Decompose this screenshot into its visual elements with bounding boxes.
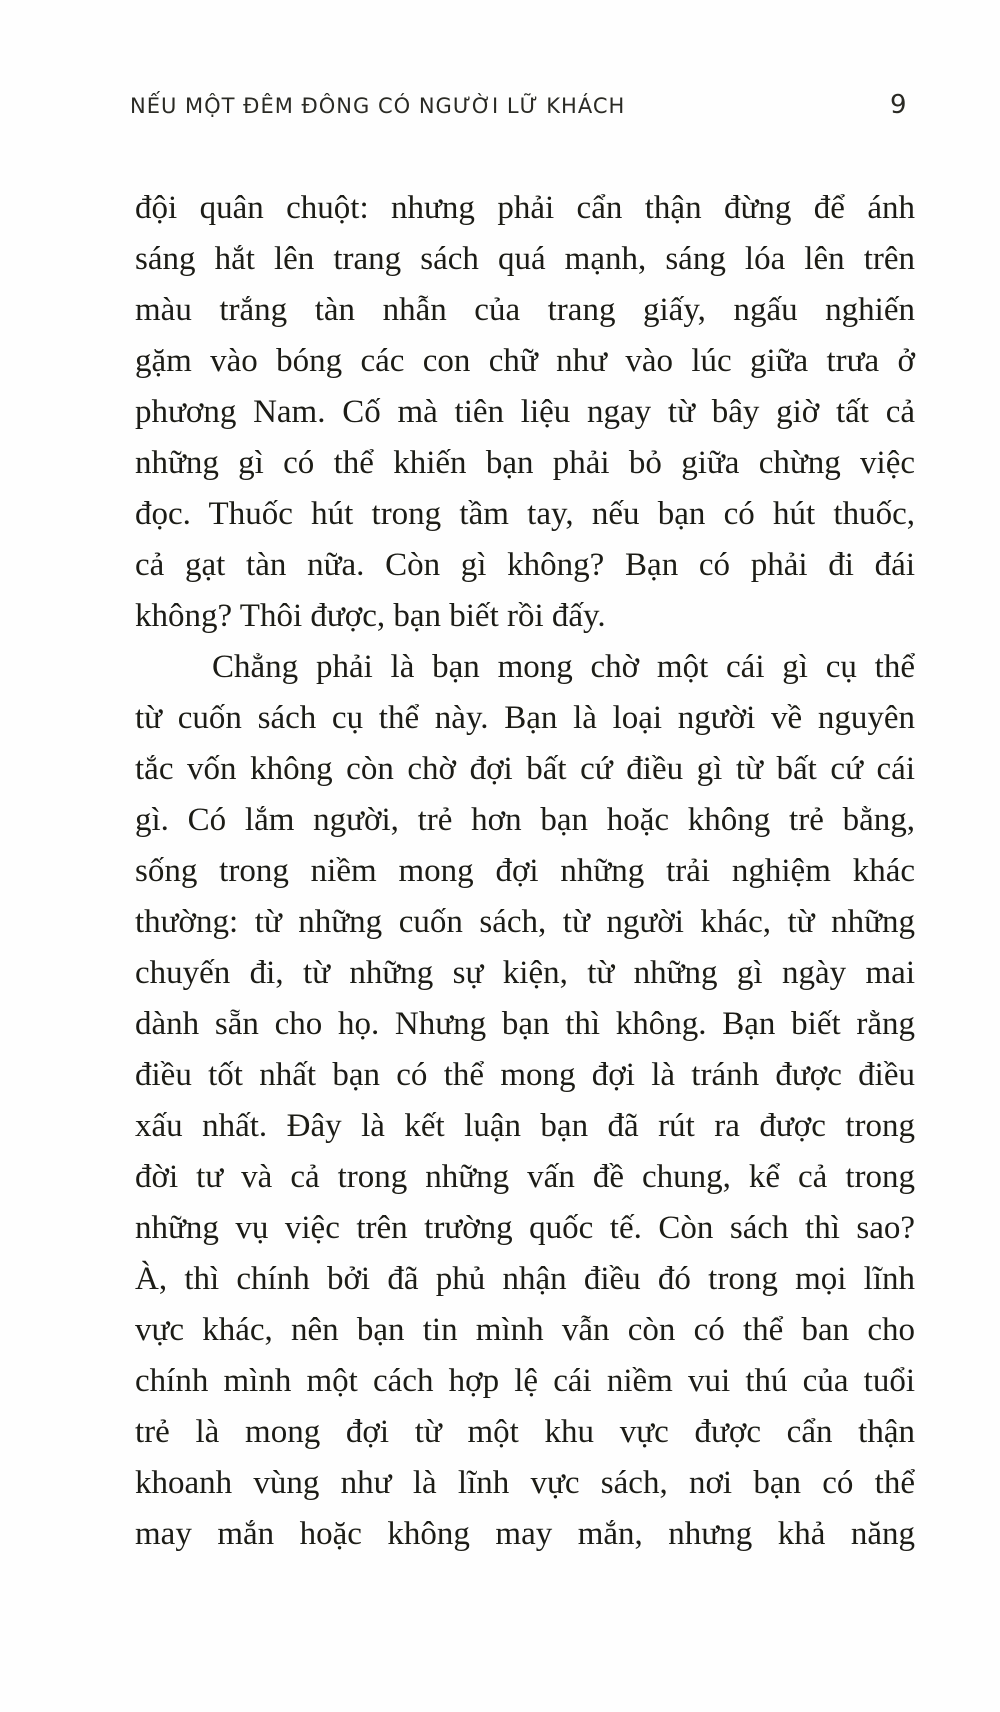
text-line: đọc. Thuốc hút trong tầm tay, nếu bạn có hút thuốc, <box>135 496 915 532</box>
text-line: cả gạt tàn nữa. Còn gì không? Bạn có phải đi đái <box>135 547 915 583</box>
text-line: may mắn hoặc không may mắn, nhưng khả năng <box>135 1516 915 1552</box>
text-line: những gì có thể khiến bạn phải bỏ giữa chừng việc <box>135 445 915 481</box>
body-text <box>135 183 915 1560</box>
text-line: không? Thôi được, bạn biết rồi đấy. <box>135 598 606 634</box>
text-line: điều tốt nhất bạn có thể mong đợi là tránh được điều <box>135 1057 915 1093</box>
text-line: đời tư và cả trong những vấn đề chung, kể cả trong <box>135 1159 915 1195</box>
text-line: trẻ là mong đợi từ một khu vực được cẩn thận <box>135 1414 915 1450</box>
text-line: gì. Có lắm người, trẻ hơn bạn hoặc không trẻ bằng, <box>135 802 915 838</box>
text-line: dành sẵn cho họ. Nhưng bạn thì không. Bạn biết rằng <box>135 1006 915 1042</box>
text-line: sáng hắt lên trang sách quá mạnh, sáng lóa lên trên <box>135 241 915 277</box>
page-number: 9 <box>890 90 907 120</box>
text-line: Chẳng phải là bạn mong chờ một cái gì cụ thể <box>212 649 915 685</box>
text-line: chính mình một cách hợp lệ cái niềm vui thú của tuổi <box>135 1363 915 1399</box>
text-line: thường: từ những cuốn sách, từ người khác, từ những <box>135 904 915 940</box>
text-line: tắc vốn không còn chờ đợi bất cứ điều gì từ bất cứ cái <box>135 751 915 787</box>
text-line: gặm vào bóng các con chữ như vào lúc giữa trưa ở <box>135 343 915 379</box>
text-line: phương Nam. Cố mà tiên liệu ngay từ bây giờ tất cả <box>135 394 915 430</box>
text-line: xấu nhất. Đây là kết luận bạn đã rút ra được trong <box>135 1108 915 1144</box>
text-line: những vụ việc trên trường quốc tế. Còn sách thì sao? <box>135 1210 915 1246</box>
text-line: khoanh vùng như là lĩnh vực sách, nơi bạn có thể <box>135 1465 915 1501</box>
running-title: NẾU MỘT ĐÊM ĐÔNG CÓ NGƯỜI LỮ KHÁCH <box>130 94 626 118</box>
text-line: chuyến đi, từ những sự kiện, từ những gì ngày mai <box>135 955 915 991</box>
text-line: À, thì chính bởi đã phủ nhận điều đó trong mọi lĩnh <box>135 1261 915 1297</box>
text-line: sống trong niềm mong đợi những trải nghiệm khác <box>135 853 915 889</box>
text-line: màu trắng tàn nhẫn của trang giấy, ngấu nghiến <box>135 292 915 328</box>
text-line: vực khác, nên bạn tin mình vẫn còn có thể ban cho <box>135 1312 915 1348</box>
text-line: từ cuốn sách cụ thể này. Bạn là loại người về nguyên <box>135 700 915 736</box>
text-line: đội quân chuột: nhưng phải cẩn thận đừng để ánh <box>135 190 915 226</box>
